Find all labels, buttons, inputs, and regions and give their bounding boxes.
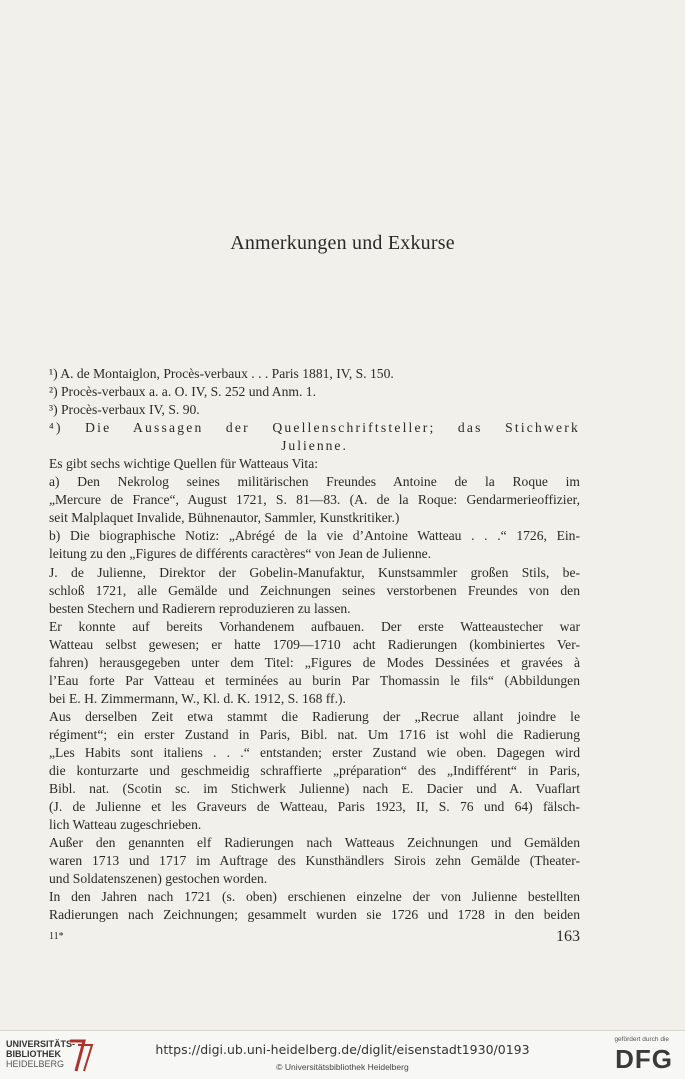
text-line: a) Den Nekrolog seines militärischen Freundes Antoine de la Roque im xyxy=(49,474,580,490)
text-line: régiment“; ein erster Zustand in Paris, Bibl. nat. Um 1716 ist wohl die Radierung xyxy=(49,726,580,742)
document-url-link[interactable]: https://digi.ub.uni-heidelberg.de/diglit/eisenstadt1930/0193 xyxy=(155,1042,530,1057)
viewer-footer xyxy=(0,1030,685,1079)
text-line: bei E. H. Zimmermann, W., Kl. d. K. 1912, S. 168 ff.). xyxy=(49,690,346,706)
text-line: leitung zu den „Figures de différents caractères“ von Jean de Julienne. xyxy=(49,546,432,562)
text-line: Watteau selbst gewesen; er hatte 1709—1710 acht Radierungen (kombiniertes Ver- xyxy=(49,636,580,652)
text-line: Radierungen nach Zeichnungen; gesammelt wurden sie 1726 und 1728 in den beiden xyxy=(49,907,580,923)
text-line: l’Eau forte Par Vatteau et terminées au burin Par Thomassin le fils“ (Abbildungen xyxy=(49,672,580,688)
text-line: „Les Habits sont italiens . . .“ entstanden; erster Zustand wie oben. Dagegen wird xyxy=(49,744,580,760)
text-line: In den Jahren nach 1721 (s. oben) erschienen einzelne der von Julienne bestellten xyxy=(49,889,580,905)
body-text xyxy=(49,365,580,924)
text-line: Julienne. xyxy=(281,438,348,454)
signature-mark: 11* xyxy=(49,931,64,942)
library-name-line1: UNIVERSITÄTS- xyxy=(6,1039,76,1049)
text-line: b) Die biographische Notiz: „Abrégé de la vie d’Antoine Watteau . . .“ 1726, Ein- xyxy=(49,528,580,544)
text-line: Außer den genannten elf Radierungen nach Watteaus Zeichnungen und Gemälden xyxy=(49,835,580,851)
text-line: „Mercure de France“, August 1721, S. 81—83. (A. de la Roque: Gendarmerieoffizier, xyxy=(49,492,580,508)
text-line: waren 1713 und 1717 im Auftrage des Kunsthändlers Sirois zehn Gemälde (Theater- xyxy=(49,853,580,869)
page-heading: Anmerkungen und Exkurse xyxy=(230,232,455,254)
dfg-funding-note: gefördert durch die xyxy=(614,1036,669,1043)
text-line: Bibl. nat. (Scotin sc. im Stichwerk Julienne) nach E. Dacier und A. Vuaflart xyxy=(49,781,580,797)
text-line: Er konnte auf bereits Vorhandenem aufbauen. Der erste Watteaustecher war xyxy=(49,618,580,634)
text-line: ¹) A. de Montaiglon, Procès-verbaux . . . Paris 1881, IV, S. 150. xyxy=(49,366,394,381)
text-line: (J. de Julienne et les Graveurs de Watteau, Paris 1923, II, S. 76 und 64) fälsch- xyxy=(49,799,580,815)
text-line: Es gibt sechs wichtige Quellen für Watteaus Vita: xyxy=(49,456,319,472)
text-line: schloß 1721, alle Gemälde und Zeichnungen seines verstorbenen Freundes von den xyxy=(49,582,580,598)
copyright-notice: © Universitätsbibliothek Heidelberg xyxy=(276,1062,409,1072)
text-line: fahren) herausgegeben unter dem Titel: „Figures de Modes Dessinées et gravées à xyxy=(49,654,580,670)
text-line: besten Stechern und Radierern reproduzieren zu lassen. xyxy=(49,600,351,616)
text-line: lich Watteau zugeschrieben. xyxy=(49,817,202,833)
text-line: J. de Julienne, Direktor der Gobelin-Manufaktur, Kunstsammler großen Stils, be- xyxy=(49,564,580,580)
text-line: ⁴) Die Aussagen der Quellenschriftsteller; das Stichwerk xyxy=(49,420,580,436)
text-line: ³) Procès-verbaux IV, S. 90. xyxy=(49,402,200,418)
text-line: und Soldatenszenen) gestochen worden. xyxy=(49,871,268,887)
dfg-logo[interactable]: DFG xyxy=(615,1044,673,1074)
page-number: 163 xyxy=(556,928,580,945)
text-line: ²) Procès-verbaux a. a. O. IV, S. 252 und Anm. 1. xyxy=(49,384,316,400)
text-line: seit Malplaquet Invalide, Bühnenautor, Sammler, Kunstkritiker.) xyxy=(49,510,400,526)
library-name-line3: HEIDELBERG xyxy=(6,1059,65,1069)
text-line: die konturzarte und geschmeidig schraffierte „préparation“ des „Indifférent“ in Paris, xyxy=(49,763,580,779)
library-name-line2: BIBLIOTHEK xyxy=(6,1049,61,1059)
text-line: Aus derselben Zeit etwa stammt die Radierung der „Recrue allant joindre le xyxy=(49,708,580,724)
